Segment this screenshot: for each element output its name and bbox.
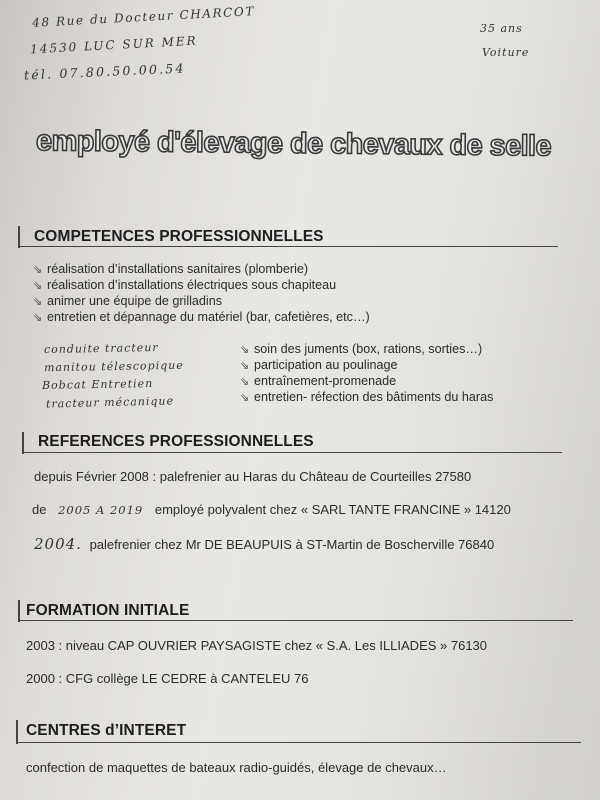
section-marker <box>18 226 20 248</box>
section-heading-formation: FORMATION INITIALE <box>26 602 190 619</box>
cv-title: employé d'élevage de chevaux de selle <box>35 125 552 163</box>
handwritten-phone: tél. 07.80.50.00.54 <box>23 60 186 83</box>
arrow-bullet-icon: ⇘ <box>240 376 250 388</box>
arrow-bullet-icon: ⇘ <box>240 360 250 372</box>
handwritten-year: 2004. <box>34 535 82 553</box>
handwritten-skill: conduite tracteur <box>43 341 159 356</box>
list-item: ⇘ entretien- réfection des bâtiments du haras <box>240 390 494 404</box>
formation-line: 2003 : niveau CAP OUVRIER PAYSAGISTE chez « S.A. Les ILLIADES » 76130 <box>26 638 488 653</box>
reference-line <box>32 502 511 517</box>
arrow-bullet-icon: ⇘ <box>240 344 250 356</box>
reference-text: palefrenier chez Mr DE BEAUPUIS à ST-Martin de Boscherville 76840 <box>89 537 495 552</box>
handwritten-address-line1: 48 Rue du Docteur CHARCOT <box>31 4 256 30</box>
handwritten-skill: manitou télescopique <box>43 358 184 375</box>
arrow-bullet-icon: ⇘ <box>240 392 250 404</box>
list-item: ⇘ entraînement-promenade <box>240 374 397 388</box>
arrow-bullet-icon: ⇘ <box>33 312 43 324</box>
section-heading-references: REFERENCES PROFESSIONNELLES <box>38 433 314 450</box>
list-item: ⇘ réalisation d’installations sanitaires (plomberie) <box>33 262 309 276</box>
handwritten-skill: Bobcat Entretien <box>41 377 154 392</box>
section-rule <box>22 452 562 453</box>
list-item: ⇘ entretien et dépannage du matériel (bar, cafetières, etc…) <box>33 310 370 324</box>
interest-line: confection de maquettes de bateaux radio-guidés, élevage de chevaux… <box>26 760 447 775</box>
handwritten-skill: tracteur mécanique <box>45 394 175 411</box>
section-marker <box>22 432 24 454</box>
section-heading-interets: CENTRES d’INTERET <box>26 722 187 739</box>
section-marker <box>16 720 18 744</box>
list-item: ⇘ soin des juments (box, rations, sorties…) <box>240 342 483 356</box>
reference-prefix: de <box>32 502 47 517</box>
list-item: ⇘ participation au poulinage <box>240 358 398 372</box>
section-marker <box>18 600 20 622</box>
section-rule <box>18 246 558 247</box>
section-rule <box>16 742 581 743</box>
list-item: ⇘ animer une équipe de grilladins <box>33 294 223 308</box>
reference-line <box>34 535 494 553</box>
list-item: ⇘ réalisation d’installations électriques sous chapiteau <box>33 278 337 292</box>
section-heading-competences: COMPETENCES PROFESSIONNELLES <box>34 228 324 245</box>
handwritten-vehicle: Voiture <box>482 46 530 59</box>
arrow-bullet-icon: ⇘ <box>33 280 43 292</box>
reference-text: employé polyvalent chez « SARL TANTE FRANCINE » 14120 <box>154 502 511 517</box>
handwritten-address-line2: 14530 LUC SUR MER <box>29 33 198 57</box>
handwritten-age: 35 ans <box>480 22 523 35</box>
section-rule <box>18 620 573 621</box>
formation-line: 2000 : CFG collège LE CEDRE à CANTELEU 76 <box>26 671 309 686</box>
handwritten-dates: 2005 A 2019 <box>58 503 144 517</box>
arrow-bullet-icon: ⇘ <box>33 264 43 276</box>
arrow-bullet-icon: ⇘ <box>33 296 43 308</box>
reference-line: depuis Février 2008 : palefrenier au Haras du Château de Courteilles 27580 <box>34 469 472 484</box>
